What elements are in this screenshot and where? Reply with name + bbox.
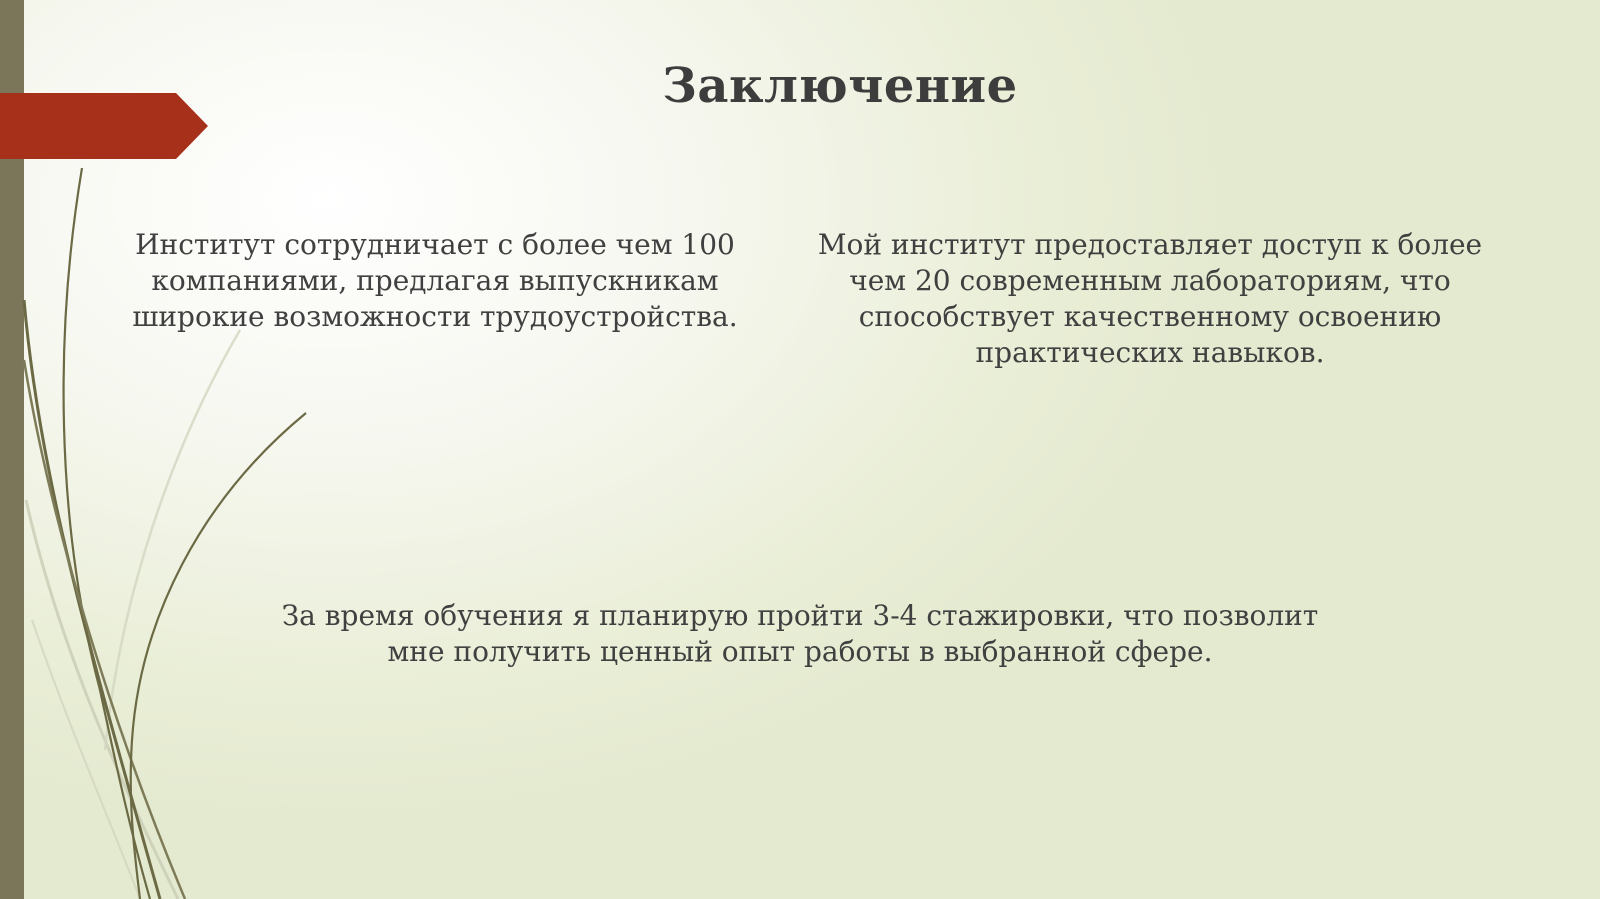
- slide-title: Заключение: [662, 58, 1018, 114]
- paragraph-companies: Институт сотрудничает с более чем 100 компаниями, предлагая выпускникам широкие возможности трудоустройства.: [132, 228, 738, 333]
- paragraph-internships: За время обучения я планирую пройти 3-4 стажировки, что позволит мне получить ценный опыт работы в выбранной сфере.: [281, 599, 1319, 668]
- red-arrow-banner: [0, 93, 208, 159]
- paragraph-laboratories: Мой институт предоставляет доступ к более чем 20 современным лабораториям, что способствует качественному освоению практических навыков.: [817, 228, 1483, 369]
